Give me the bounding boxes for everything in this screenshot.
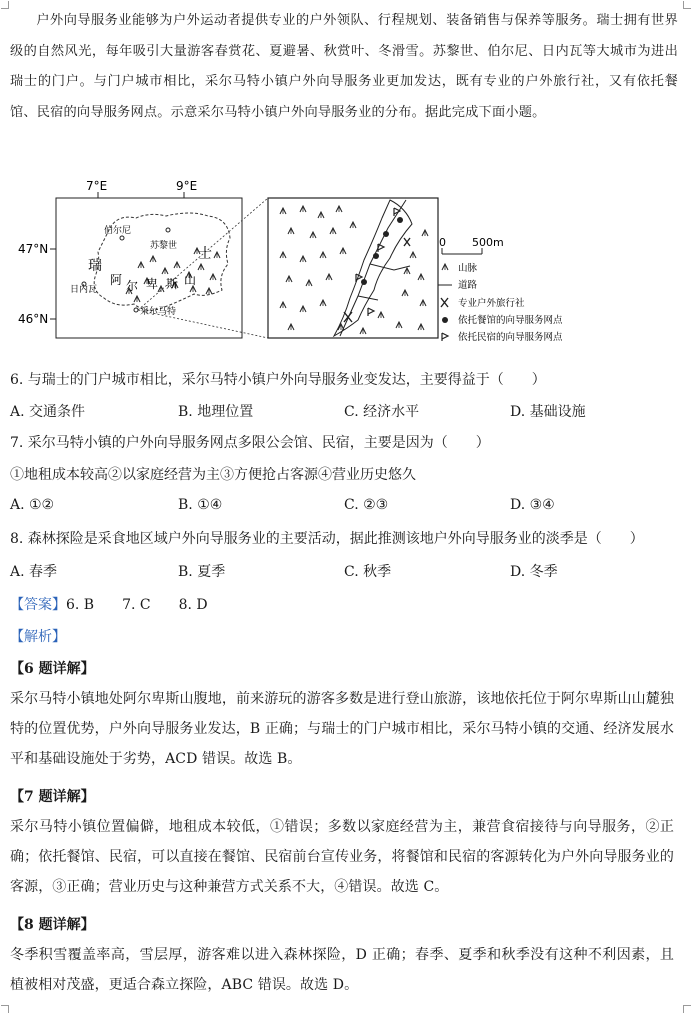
range-label-4: 斯 <box>166 277 179 291</box>
overview-map-frame <box>56 198 242 338</box>
country-label-2: 士 <box>198 246 212 262</box>
q6-option-c[interactable]: C. 经济水平 <box>344 404 420 420</box>
corner-mark-top-left <box>1 1 9 9</box>
detail-7-title: 【7 题详解】 <box>10 789 95 805</box>
analysis-tag: 【解析】 <box>10 629 66 645</box>
legend-agency-icon <box>441 298 448 307</box>
legend-restaurant: 依托餐馆的向导服务网点 <box>458 315 563 326</box>
q7-option-d[interactable]: D. ③④ <box>510 497 555 513</box>
city-dot-bern <box>120 236 124 240</box>
restaurant-points <box>361 217 403 285</box>
range-label-3: 卑 <box>146 277 159 291</box>
city-label-zurich: 苏黎世 <box>150 241 178 251</box>
city-dot-zermatt <box>134 308 138 312</box>
detail-mountains <box>280 206 428 334</box>
answer-line <box>10 594 208 614</box>
q8-option-a[interactable]: A. 春季 <box>10 564 58 580</box>
question-6-stem: 6. 与瑞士的门户城市相比，采尔马特小镇户外向导服务业变发达，主要得益于（ ） <box>10 372 546 388</box>
corner-mark-top-right <box>683 1 691 9</box>
road-branch <box>370 264 410 270</box>
detail-8-text: 冬季积雪覆盖率高，雪层厚，游客难以进入森林探险，D 正确；春季、夏季和秋季没有这种不利因素，且植被相对茂盛，更适合森立探险，ABC 错误。故选 D。 <box>10 947 674 993</box>
q8-option-d[interactable]: D. 冬季 <box>510 564 558 580</box>
q8-option-c[interactable]: C. 秋季 <box>344 564 392 580</box>
lat-label-47n: 47°N <box>18 242 49 256</box>
range-label-2: 尔 <box>126 279 139 293</box>
q7-option-a[interactable]: A. ①② <box>10 497 55 513</box>
question-6-options <box>10 401 670 421</box>
q6-option-d[interactable]: D. 基础设施 <box>510 404 586 420</box>
q6-option-b[interactable]: B. 地理位置 <box>178 404 254 420</box>
q6-option-a[interactable]: A. 交通条件 <box>10 404 86 420</box>
question-7-options <box>10 497 670 517</box>
scale-zero: 0 <box>439 236 446 249</box>
answer-tag: 【答案】 <box>10 597 66 613</box>
q8-option-b[interactable]: B. 夏季 <box>178 564 226 580</box>
scale-label: 500m <box>472 236 504 249</box>
intro-passage <box>10 6 678 128</box>
legend-restaurant-icon <box>442 317 448 323</box>
intro-text: 户外向导服务业能够为户外运动者提供专业的户外领队、行程规划、装备销售与保养等服务。瑞士拥有世界级的自然风光，每年吸引大量游客春赏花、夏避暑、秋赏叶、冬滑雪。苏黎世、伯尔尼、日内瓦等大城市为进出瑞士的门户。与门户城市相比，采尔马特小镇户外向导服务业更加发达，既有专业的户外旅行社，又有依托餐馆、民宿的向导服务网点。示意采尔马特小镇户外向导服务业的分布。据此完成下面小题。 <box>10 13 678 120</box>
q7-option-c[interactable]: C. ②③ <box>344 497 389 513</box>
map-figure <box>18 178 578 348</box>
detail-6-title: 【6 题详解】 <box>10 661 95 677</box>
city-label-zermatt: 采尔马特 <box>140 307 177 317</box>
city-label-geneva: 日内瓦 <box>70 285 98 295</box>
question-8-stem: 8. 森林探险是采食地区域户外向导服务业的主要活动，据此推测该地户外向导服务业的淡季是（ ） <box>10 531 644 547</box>
legend-agency: 专业户外旅行社 <box>458 298 525 309</box>
detail-8-title: 【8 题详解】 <box>10 917 95 933</box>
q7-option-b[interactable]: B. ①④ <box>178 497 223 513</box>
country-label-1: 瑞 <box>88 258 102 274</box>
legend-mountain: 山脉 <box>458 263 478 274</box>
lon-label-9e: 9°E <box>176 179 198 193</box>
question-7-statements: ①地租成本较高②以家庭经营为主③方便抢占客源④营业历史悠久 <box>10 467 416 483</box>
lat-label-46n: 46°N <box>18 312 49 326</box>
legend-road: 道路 <box>458 280 478 291</box>
range-label-1: 阿 <box>110 273 123 287</box>
legend-mountain-icon <box>442 264 448 270</box>
detail-7-text: 采尔马特小镇位置偏僻，地租成本较低，①错误；多数以家庭经营为主，兼营食宿接待与向导服务，②正确；依托餐馆、民宿，可以直接在餐馆、民宿前台宣传业务，将餐馆和民宿的客源转化为户外向导服务业的客源，③正确；营业历史与这种兼营方式关系不大，④错误。故选 C。 <box>10 819 674 895</box>
detail-6-text: 采尔马特小镇地处阿尔卑斯山腹地，前来游玩的游客多数是进行登山旅游，该地依托位于阿尔卑斯山山麓独特的位置优势，户外向导服务业发达，B 正确；与瑞士的门户城市相比，采尔马特小镇的交通、经济发展水平和基础设施处于劣势，ACD 错误。故选 B。 <box>10 691 674 767</box>
legend-guesthouse: 依托民宿的向导服务网点 <box>458 332 563 343</box>
range-label-5: 山 <box>184 273 197 287</box>
detail-map-frame <box>268 198 438 338</box>
answer-text: 6. B 7. C 8. D <box>66 597 208 613</box>
city-dot-zurich <box>166 228 170 232</box>
question-7-stem: 7. 采尔马特小镇的户外向导服务网点多限公会馆、民宿，主要是因为（ ） <box>10 435 490 451</box>
legend-guesthouse-icon <box>442 333 448 341</box>
lon-label-7e: 7°E <box>86 179 108 193</box>
corner-mark-bottom-left <box>1 1005 9 1013</box>
corner-mark-bottom-right <box>683 1005 691 1013</box>
question-8-options <box>10 561 670 581</box>
city-label-bern: 伯尔尼 <box>104 226 132 236</box>
